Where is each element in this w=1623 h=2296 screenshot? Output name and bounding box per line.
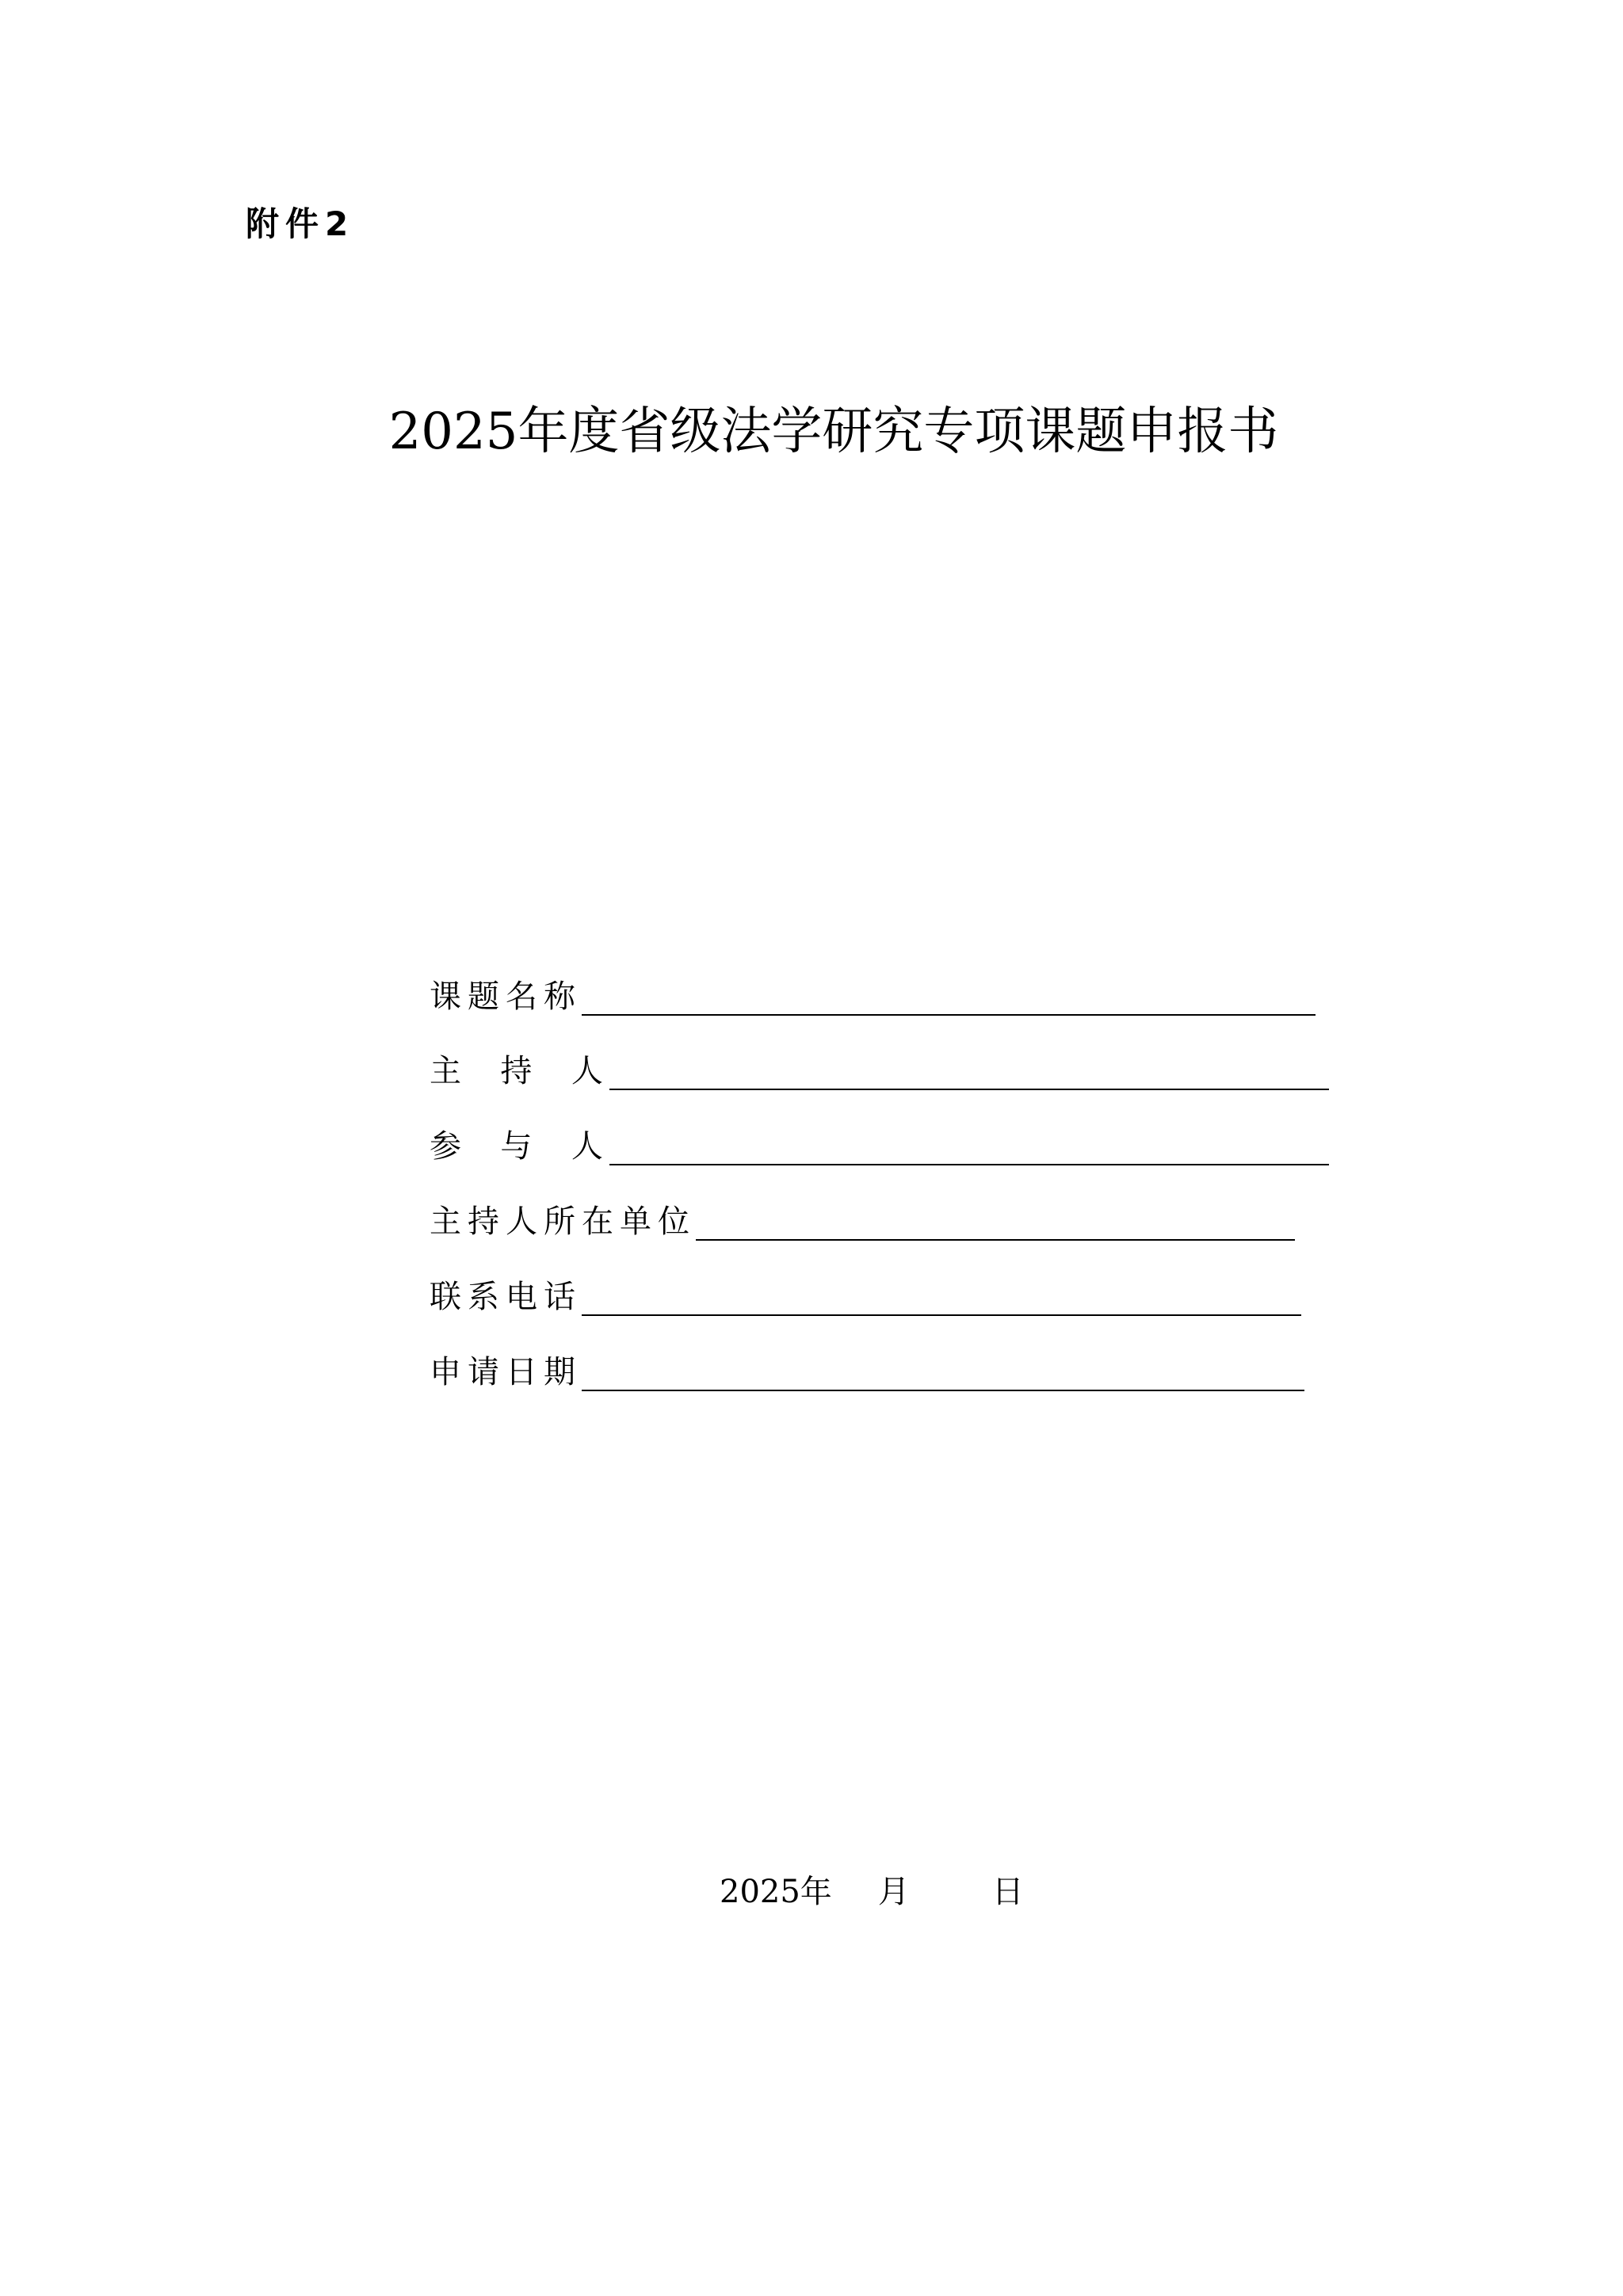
participants-input-line[interactable] <box>609 1115 1329 1165</box>
form-field-application-date <box>430 1342 1304 1391</box>
form-field-host-institution <box>430 1192 1295 1241</box>
date-month: 月 <box>877 1874 910 1910</box>
form-field-host <box>430 1041 1329 1090</box>
document-title: 2025年度省级法学研究专项课题申报书 <box>388 402 1279 461</box>
form-field-phone <box>430 1267 1301 1316</box>
host-institution-input-line[interactable] <box>696 1190 1295 1241</box>
form-field-project-name <box>430 967 1316 1016</box>
signature-date <box>720 1876 1024 1908</box>
date-day: 日 <box>991 1874 1024 1910</box>
field-label: 课题名称 <box>430 978 582 1015</box>
attachment-label: 附件2 <box>246 204 355 243</box>
date-year: 2025年 <box>720 1874 832 1910</box>
field-label: 申请日期 <box>430 1354 582 1390</box>
host-input-line[interactable] <box>609 1039 1329 1090</box>
form-field-participants <box>430 1116 1329 1165</box>
phone-input-line[interactable] <box>582 1265 1301 1316</box>
field-label: 参 与 人 <box>430 1128 609 1165</box>
field-label: 联系电话 <box>430 1279 582 1315</box>
field-label: 主持人所在单位 <box>430 1203 696 1240</box>
project-name-input-line[interactable] <box>582 965 1316 1016</box>
application-date-input-line[interactable] <box>582 1341 1304 1391</box>
field-label: 主 持 人 <box>430 1053 609 1089</box>
